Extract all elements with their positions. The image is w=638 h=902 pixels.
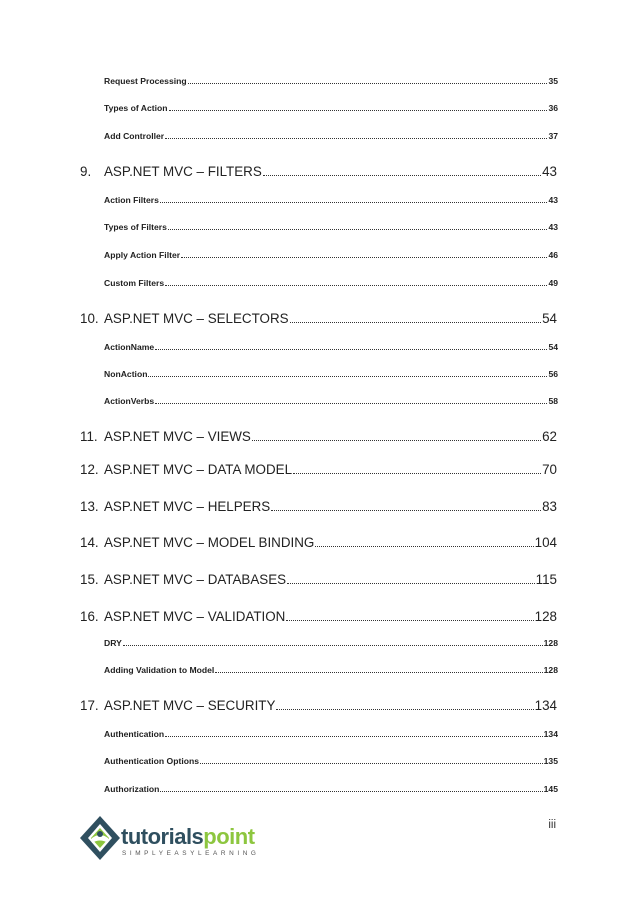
toc-dot-leader [123,645,543,646]
toc-dot-leader [252,440,541,441]
toc-page-number: 128 [543,638,558,648]
toc-page-number: 128 [543,665,558,675]
toc-page-number: 134 [534,698,557,713]
toc-page-number: 62 [542,429,557,444]
toc-chapter-number: 13. [80,499,99,514]
toc-entry-title: Authentication [104,729,165,739]
toc-dot-leader [286,620,533,621]
toc-chapter-number: 11. [80,429,98,444]
toc-page-number: 54 [542,311,557,326]
toc-dot-leader [215,672,542,673]
toc-page-number: 58 [548,396,558,406]
toc-dot-leader [271,510,541,511]
toc-dot-leader [155,403,547,404]
toc-entry-title: ASP.NET MVC – SELECTORS [104,311,289,326]
toc-chapter-entry[interactable] [80,164,557,179]
toc-page-number: 54 [548,342,558,352]
toc-page-number: 49 [548,278,558,288]
logo-name-part1: tutorials [121,824,204,849]
toc-section-entry[interactable] [104,396,558,406]
toc-entry-title: Apply Action Filter [104,250,181,260]
toc-section-entry[interactable] [104,638,558,648]
toc-chapter-number: 12. [80,462,99,477]
toc-section-entry[interactable] [104,195,558,205]
toc-dot-leader [315,546,533,547]
toc-page-number: 56 [548,369,558,379]
toc-dot-leader [148,376,547,377]
toc-chapter-number: 17. [80,698,99,713]
toc-page-number: 43 [542,164,557,179]
toc-page-number: 70 [542,462,557,477]
toc-entry-title: Authentication Options [104,756,200,766]
toc-entry-title: Add Controller [104,131,165,141]
toc-dot-leader [165,736,543,737]
toc-section-entry[interactable] [104,222,558,232]
toc-chapter-number: 14. [80,535,99,550]
toc-dot-leader [169,110,548,111]
toc-page-number: 83 [542,499,557,514]
toc-section-entry[interactable] [104,131,558,141]
toc-section-entry[interactable] [104,756,558,766]
toc-chapter-entry[interactable] [80,609,557,624]
toc-entry-title: ASP.NET MVC – MODEL BINDING [104,535,315,550]
toc-entry-title: ActionName [104,342,155,352]
toc-page-number: 134 [543,729,558,739]
toc-dot-leader [160,791,542,792]
toc-entry-title: Request Processing [104,76,187,86]
toc-page-number: 46 [548,250,558,260]
toc-dot-leader [165,138,547,139]
toc-page-number: 104 [534,535,557,550]
page-number: iii [548,819,556,831]
toc-dot-leader [188,83,548,84]
toc-section-entry[interactable] [104,369,558,379]
toc-chapter-number: 15. [80,572,99,587]
toc-section-entry[interactable] [104,342,558,352]
toc-entry-title: DRY [104,638,122,648]
toc-entry-title: NonAction [104,369,148,379]
toc-dot-leader [200,763,543,764]
toc-entry-title: Types of Action [104,103,168,113]
toc-section-entry[interactable] [104,250,558,260]
toc-page-number: 115 [535,572,557,587]
toc-entry-title: Action Filters [104,195,159,205]
logo-wordmark [121,824,255,850]
toc-entry-title: ActionVerbs [104,396,155,406]
toc-entry-title: ASP.NET MVC – DATABASES [104,572,287,587]
toc-dot-leader [160,202,548,203]
toc-section-entry[interactable] [104,103,558,113]
toc-section-entry[interactable] [104,665,558,675]
toc-entry-title: ASP.NET MVC – VALIDATION [104,609,286,624]
toc-page-number: 36 [548,103,558,113]
toc-entry-title: Adding Validation to Model [104,665,215,675]
toc-chapter-number: 10. [80,311,99,326]
toc-page-number: 145 [543,784,558,794]
toc-section-entry[interactable] [104,278,558,288]
toc-dot-leader [276,709,533,710]
toc-page-number: 43 [548,195,558,205]
toc-entry-title: ASP.NET MVC – SECURITY [104,698,276,713]
logo-emblem-icon [76,812,124,868]
toc-chapter-entry[interactable] [80,429,557,444]
toc-chapter-entry[interactable] [80,535,557,550]
toc-entry-title: ASP.NET MVC – DATA MODEL [104,462,293,477]
toc-dot-leader [168,229,548,230]
toc-section-entry[interactable] [104,729,558,739]
toc-page-number: 37 [548,131,558,141]
toc-dot-leader [155,349,547,350]
toc-chapter-entry[interactable] [80,311,557,326]
toc-chapter-entry[interactable] [80,698,557,713]
toc-section-entry[interactable] [104,76,558,86]
toc-dot-leader [181,257,547,258]
toc-chapter-entry[interactable] [80,499,557,514]
toc-chapter-entry[interactable] [80,462,557,477]
toc-entry-title: Types of Filters [104,222,167,232]
toc-entry-title: Authorization [104,784,160,794]
toc-page-number: 135 [543,756,558,766]
toc-dot-leader [290,322,542,323]
toc-entry-title: ASP.NET MVC – HELPERS [104,499,271,514]
tutorialspoint-logo [76,812,260,868]
toc-entry-title: Custom Filters [104,278,165,288]
toc-dot-leader [287,583,535,584]
toc-chapter-entry[interactable] [80,572,557,587]
toc-page-number: 128 [534,609,557,624]
toc-section-entry[interactable] [104,784,558,794]
toc-dot-leader [263,175,541,176]
toc-chapter-number: 9. [80,164,92,179]
toc-chapter-number: 16. [80,609,99,624]
toc-page-number: 35 [548,76,558,86]
logo-name-part2: point [203,824,255,849]
logo-tagline: SIMPLYEASYLEARNING [122,850,260,857]
toc-dot-leader [165,285,547,286]
toc-dot-leader [293,473,541,474]
toc-page-number: 43 [548,222,558,232]
toc-entry-title: ASP.NET MVC – FILTERS [104,164,262,179]
toc-entry-title: ASP.NET MVC – VIEWS [104,429,251,444]
